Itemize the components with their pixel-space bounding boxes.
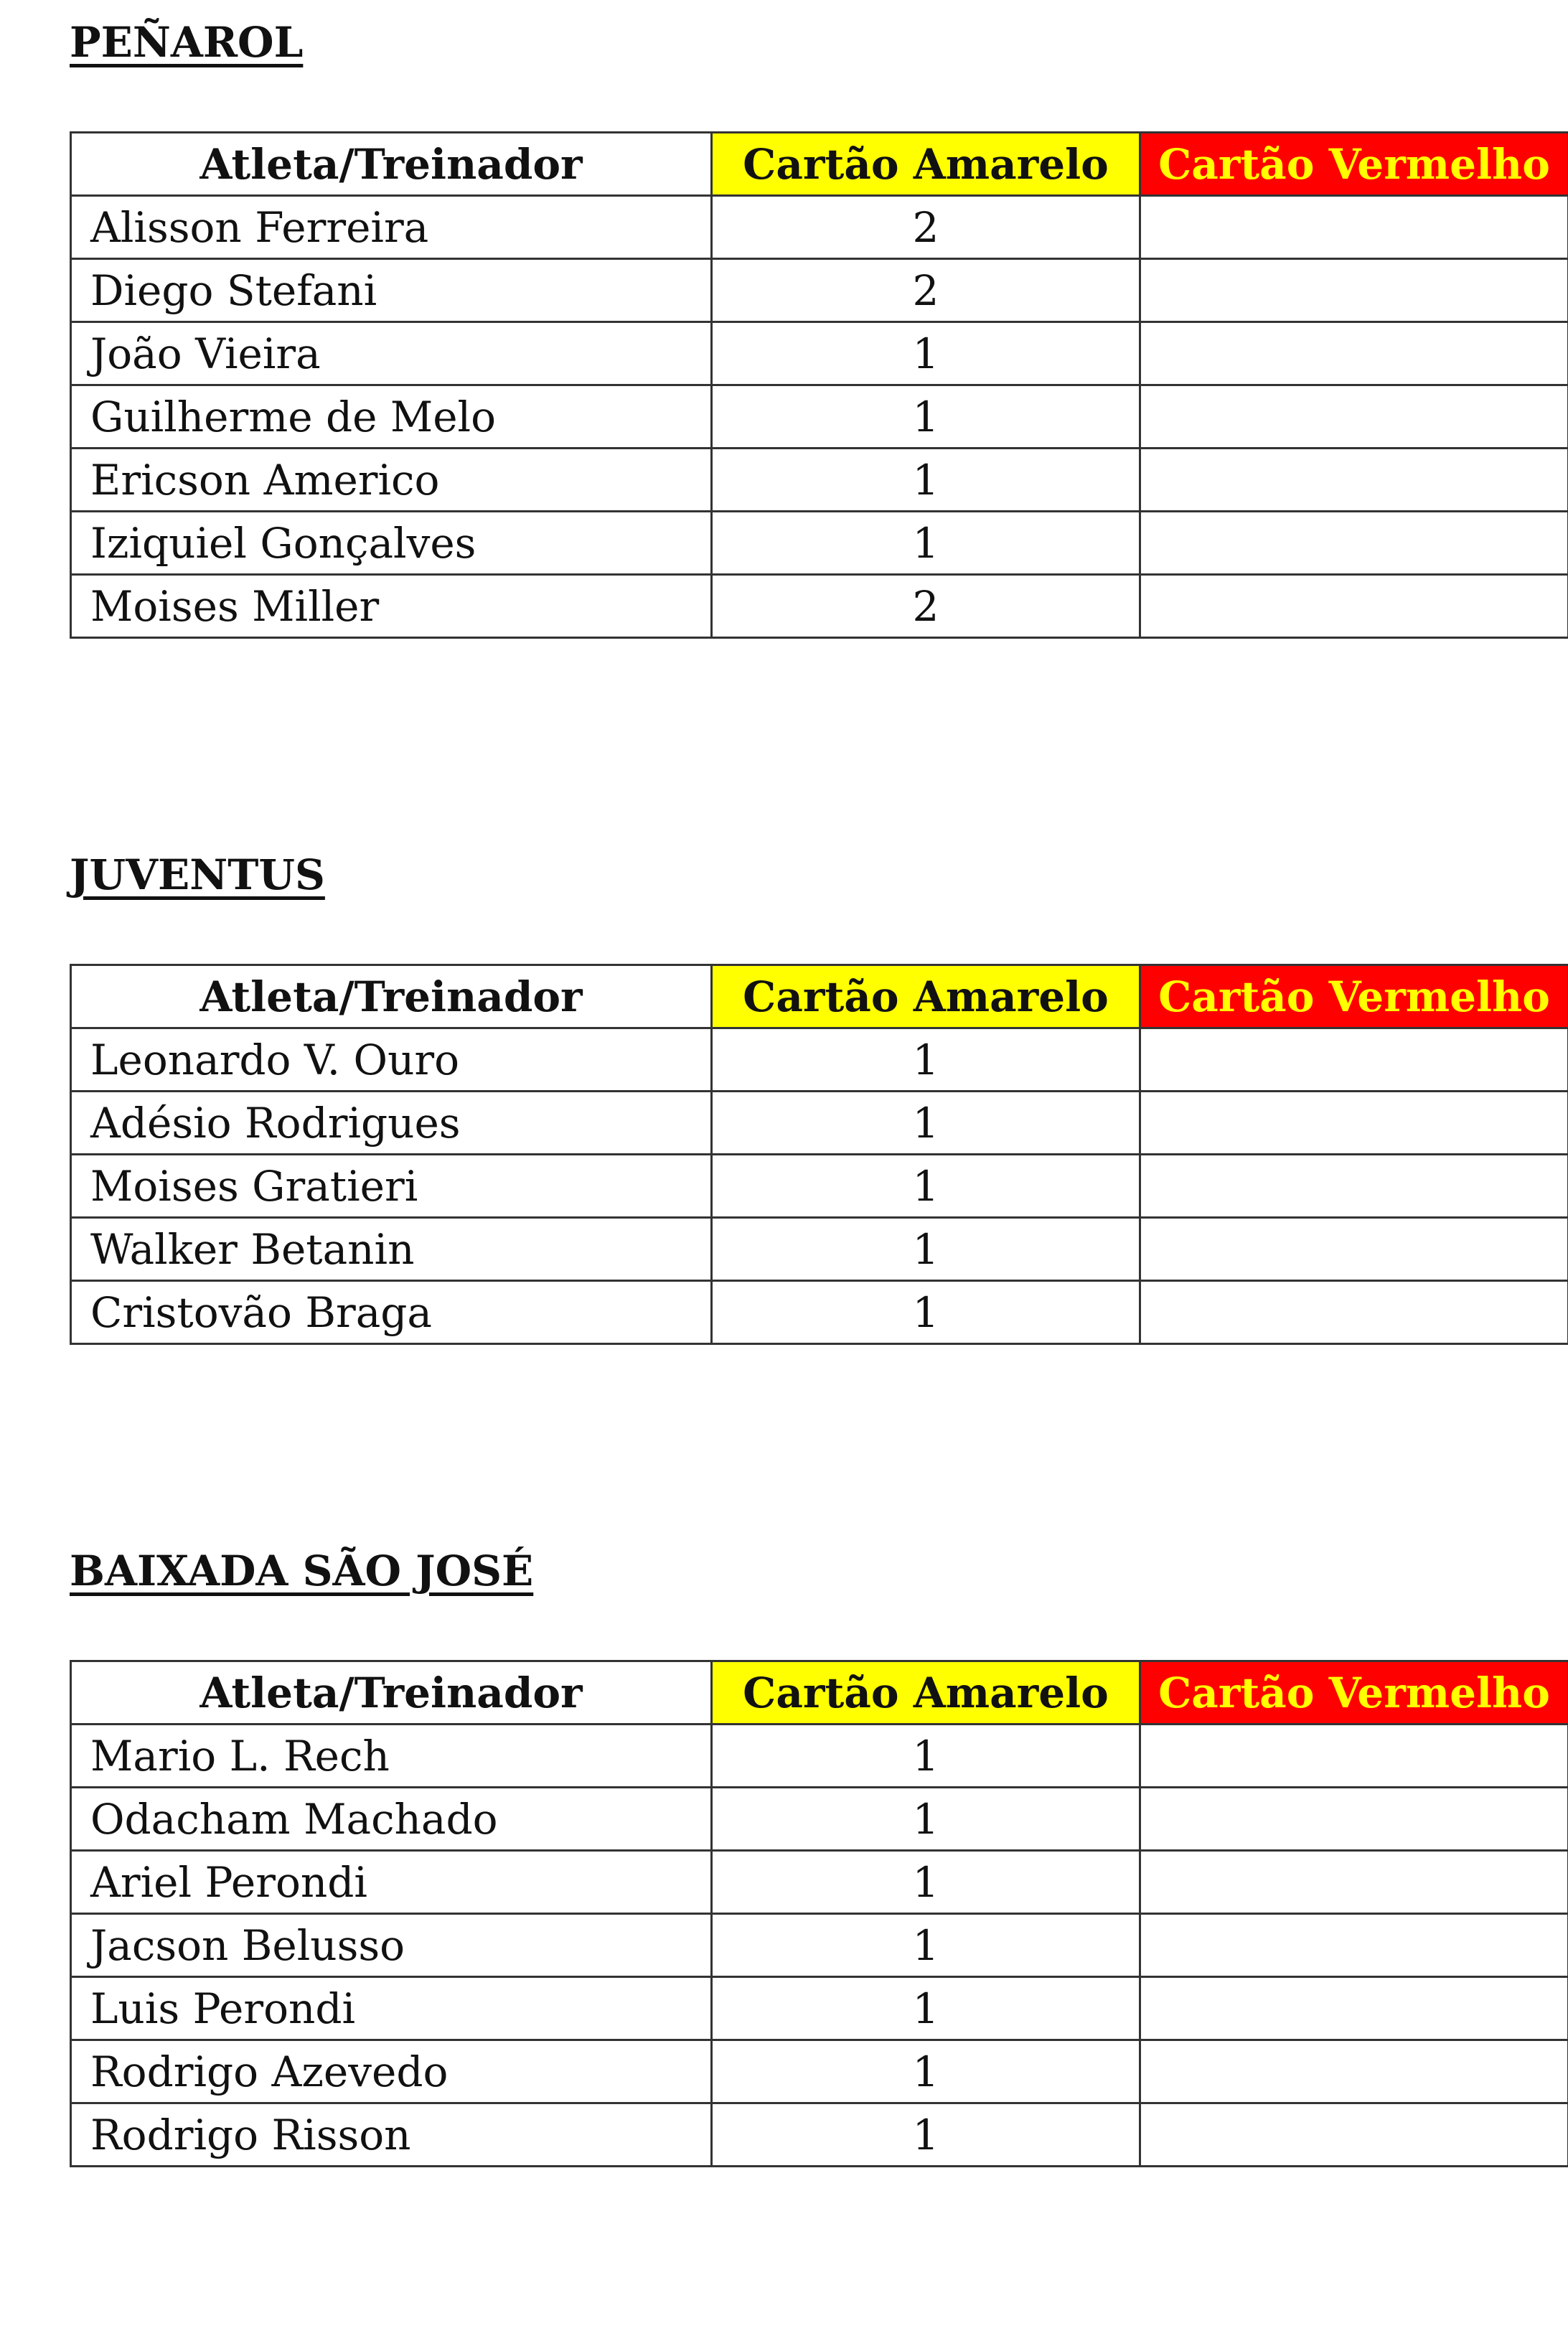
yellow-count: 1 <box>712 1281 1140 1344</box>
table-row <box>71 2040 1568 2103</box>
table-row <box>71 1914 1568 1977</box>
red-count <box>1140 1977 1568 2040</box>
header-yellow-card: Cartão Amarelo <box>712 1661 1140 1725</box>
yellow-count: 2 <box>712 575 1140 638</box>
yellow-count: 1 <box>712 2103 1140 2167</box>
red-count <box>1140 512 1568 575</box>
header-yellow-card: Cartão Amarelo <box>712 965 1140 1028</box>
red-count <box>1140 196 1568 259</box>
red-count <box>1140 259 1568 322</box>
table-row <box>71 385 1568 449</box>
yellow-count: 1 <box>712 1977 1140 2040</box>
player-name: Moises Miller <box>71 575 712 638</box>
table-row <box>71 2103 1568 2167</box>
yellow-count: 1 <box>712 1914 1140 1977</box>
table-row <box>71 1788 1568 1851</box>
table-row <box>71 1155 1568 1218</box>
player-name: Alisson Ferreira <box>71 196 712 259</box>
header-athlete: Atleta/Treinador <box>71 965 712 1028</box>
team-section-baixada-sao-jose <box>70 1547 1568 2167</box>
player-name: Guilherme de Melo <box>71 385 712 449</box>
player-name: Ericson Americo <box>71 449 712 512</box>
yellow-count: 1 <box>712 1725 1140 1788</box>
table-row <box>71 1977 1568 2040</box>
team-title: PEÑAROL <box>70 18 304 67</box>
table-header-row <box>71 1661 1568 1725</box>
red-count <box>1140 1914 1568 1977</box>
player-name: João Vieira <box>71 322 712 385</box>
red-count <box>1140 1281 1568 1344</box>
player-name: Moises Gratieri <box>71 1155 712 1218</box>
table-row <box>71 1218 1568 1281</box>
table-row <box>71 196 1568 259</box>
player-name: Diego Stefani <box>71 259 712 322</box>
red-count <box>1140 449 1568 512</box>
team-section-juventus <box>70 850 1568 1345</box>
red-count <box>1140 1788 1568 1851</box>
yellow-count: 1 <box>712 385 1140 449</box>
yellow-count: 2 <box>712 259 1140 322</box>
table-row <box>71 322 1568 385</box>
table-row <box>71 259 1568 322</box>
yellow-count: 1 <box>712 449 1140 512</box>
red-count <box>1140 2103 1568 2167</box>
yellow-count: 1 <box>712 322 1140 385</box>
table-row <box>71 1028 1568 1092</box>
player-name: Jacson Belusso <box>71 1914 712 1977</box>
header-athlete: Atleta/Treinador <box>71 133 712 196</box>
player-name: Odacham Machado <box>71 1788 712 1851</box>
yellow-count: 1 <box>712 2040 1140 2103</box>
player-name: Rodrigo Azevedo <box>71 2040 712 2103</box>
yellow-count: 1 <box>712 1028 1140 1092</box>
table-row <box>71 1725 1568 1788</box>
yellow-count: 2 <box>712 196 1140 259</box>
player-name: Ariel Perondi <box>71 1851 712 1914</box>
red-count <box>1140 385 1568 449</box>
table-row <box>71 449 1568 512</box>
yellow-count: 1 <box>712 1788 1140 1851</box>
cards-table <box>70 1660 1568 2167</box>
red-count <box>1140 1028 1568 1092</box>
header-red-card: Cartão Vermelho <box>1140 133 1568 196</box>
red-count <box>1140 1725 1568 1788</box>
header-red-card: Cartão Vermelho <box>1140 1661 1568 1725</box>
player-name: Luis Perondi <box>71 1977 712 2040</box>
player-name: Leonardo V. Ouro <box>71 1028 712 1092</box>
red-count <box>1140 322 1568 385</box>
red-count <box>1140 1218 1568 1281</box>
table-header-row <box>71 133 1568 196</box>
table-row <box>71 1851 1568 1914</box>
red-count <box>1140 1092 1568 1155</box>
yellow-count: 1 <box>712 512 1140 575</box>
team-title: BAIXADA SÃO JOSÉ <box>70 1547 534 1595</box>
player-name: Walker Betanin <box>71 1218 712 1281</box>
table-header-row <box>71 965 1568 1028</box>
team-title: JUVENTUS <box>70 850 325 899</box>
team-section-penarol <box>70 18 1568 639</box>
table-row <box>71 512 1568 575</box>
cards-table <box>70 131 1568 639</box>
red-count <box>1140 1851 1568 1914</box>
yellow-count: 1 <box>712 1851 1140 1914</box>
player-name: Iziquiel Gonçalves <box>71 512 712 575</box>
red-count <box>1140 2040 1568 2103</box>
table-row <box>71 1281 1568 1344</box>
table-row <box>71 1092 1568 1155</box>
player-name: Adésio Rodrigues <box>71 1092 712 1155</box>
yellow-count: 1 <box>712 1218 1140 1281</box>
player-name: Mario L. Rech <box>71 1725 712 1788</box>
player-name: Cristovão Braga <box>71 1281 712 1344</box>
yellow-count: 1 <box>712 1092 1140 1155</box>
red-count <box>1140 575 1568 638</box>
red-count <box>1140 1155 1568 1218</box>
player-name: Rodrigo Risson <box>71 2103 712 2167</box>
yellow-count: 1 <box>712 1155 1140 1218</box>
header-athlete: Atleta/Treinador <box>71 1661 712 1725</box>
cards-table <box>70 964 1568 1345</box>
header-yellow-card: Cartão Amarelo <box>712 133 1140 196</box>
table-row <box>71 575 1568 638</box>
header-red-card: Cartão Vermelho <box>1140 965 1568 1028</box>
